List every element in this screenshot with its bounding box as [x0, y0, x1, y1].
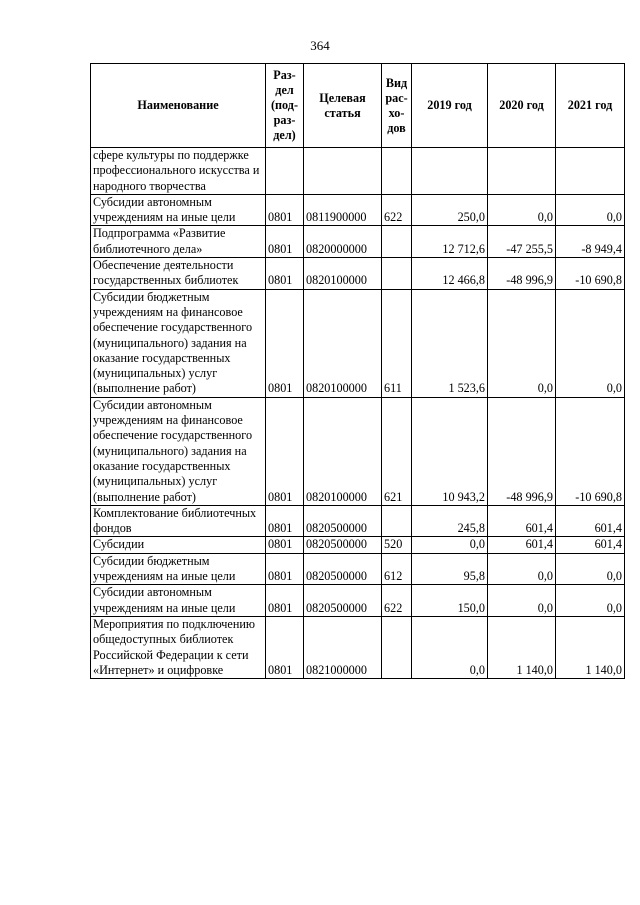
table-row	[91, 505, 625, 537]
cell-2019	[412, 148, 488, 195]
cell-2020	[488, 148, 556, 195]
header-section-label: Раз-дел (под-раз-дел)	[270, 68, 299, 142]
cell-2021: 601,4	[556, 537, 625, 553]
table-row	[91, 553, 625, 585]
cell-2019: 250,0	[412, 194, 488, 226]
cell-name: Обеспечение деятельности государственных библиотек	[91, 258, 266, 290]
cell-2021: -8 949,4	[556, 226, 625, 258]
cell-target: 0820000000	[304, 226, 382, 258]
cell-2019: 95,8	[412, 553, 488, 585]
cell-section	[266, 148, 304, 195]
cell-2019: 245,8	[412, 505, 488, 537]
cell-target: 0820500000	[304, 553, 382, 585]
header-target: Целевая статья	[304, 64, 382, 148]
table-row	[91, 397, 625, 505]
cell-name: Субсидии автономным учреждениям на финансовое обеспечение государственного (муниципального) задания на оказание государственных (муниципальных) услуг (выполнение работ)	[91, 397, 266, 505]
cell-section: 0801	[266, 289, 304, 397]
cell-section: 0801	[266, 397, 304, 505]
table-row	[91, 585, 625, 617]
cell-2019: 1 523,6	[412, 289, 488, 397]
cell-expense: 520	[382, 537, 412, 553]
header-section	[266, 64, 304, 148]
cell-2019: 12 466,8	[412, 258, 488, 290]
cell-target: 0820500000	[304, 505, 382, 537]
cell-name: Комплектование библиотечных фондов	[91, 505, 266, 537]
cell-section: 0801	[266, 505, 304, 537]
cell-target: 0821000000	[304, 616, 382, 678]
cell-target	[304, 148, 382, 195]
table-row	[91, 616, 625, 678]
cell-2020: 601,4	[488, 537, 556, 553]
cell-section: 0801	[266, 226, 304, 258]
cell-target: 0820100000	[304, 258, 382, 290]
cell-section: 0801	[266, 553, 304, 585]
cell-2020: 0,0	[488, 585, 556, 617]
table-row	[91, 226, 625, 258]
cell-section: 0801	[266, 616, 304, 678]
cell-section: 0801	[266, 537, 304, 553]
cell-2021: -10 690,8	[556, 397, 625, 505]
header-2021: 2021 год	[556, 64, 625, 148]
cell-expense: 621	[382, 397, 412, 505]
cell-2021: -10 690,8	[556, 258, 625, 290]
cell-section: 0801	[266, 585, 304, 617]
cell-2020: 1 140,0	[488, 616, 556, 678]
cell-2021: 0,0	[556, 289, 625, 397]
cell-2019: 0,0	[412, 616, 488, 678]
cell-target: 0820100000	[304, 289, 382, 397]
cell-2021	[556, 148, 625, 195]
cell-target: 0820500000	[304, 585, 382, 617]
table-row	[91, 194, 625, 226]
cell-2021: 0,0	[556, 553, 625, 585]
table-row	[91, 258, 625, 290]
table-row	[91, 289, 625, 397]
cell-expense: 622	[382, 194, 412, 226]
cell-expense: 612	[382, 553, 412, 585]
cell-2021: 0,0	[556, 194, 625, 226]
cell-name: Субсидии бюджетным учреждениям на финансовое обеспечение государственного (муниципального) задания на оказание государственных (муниципальных) услуг (выполнение работ)	[91, 289, 266, 397]
cell-name: Подпрограмма «Развитие библиотечного дела»	[91, 226, 266, 258]
cell-name: Мероприятия по подключению общедоступных библиотек Российской Федерации к сети «Интернет» и оцифровке	[91, 616, 266, 678]
cell-2019: 0,0	[412, 537, 488, 553]
cell-2020: 0,0	[488, 553, 556, 585]
cell-name: Субсидии автономным учреждениям на иные цели	[91, 194, 266, 226]
cell-2019: 150,0	[412, 585, 488, 617]
cell-name: Субсидии бюджетным учреждениям на иные цели	[91, 553, 266, 585]
cell-expense: 622	[382, 585, 412, 617]
table-row	[91, 148, 625, 195]
cell-2021: 1 140,0	[556, 616, 625, 678]
cell-name: Субсидии автономным учреждениям на иные цели	[91, 585, 266, 617]
cell-2020: -48 996,9	[488, 397, 556, 505]
cell-expense	[382, 258, 412, 290]
cell-2019: 12 712,6	[412, 226, 488, 258]
cell-expense: 611	[382, 289, 412, 397]
cell-section: 0801	[266, 258, 304, 290]
cell-target: 0820500000	[304, 537, 382, 553]
cell-2020: 0,0	[488, 194, 556, 226]
page-number: 364	[310, 38, 330, 53]
cell-name: Субсидии	[91, 537, 266, 553]
header-expense: Вид рас-хо-дов	[382, 64, 412, 148]
cell-expense	[382, 505, 412, 537]
cell-2021: 601,4	[556, 505, 625, 537]
cell-2021: 0,0	[556, 585, 625, 617]
header-name: Наименование	[91, 64, 266, 148]
cell-target: 0820100000	[304, 397, 382, 505]
cell-2020: 601,4	[488, 505, 556, 537]
cell-expense	[382, 148, 412, 195]
table-row	[91, 537, 625, 553]
header-2020: 2020 год	[488, 64, 556, 148]
cell-2020: 0,0	[488, 289, 556, 397]
budget-table	[90, 63, 625, 679]
cell-target: 0811900000	[304, 194, 382, 226]
cell-expense	[382, 226, 412, 258]
cell-name: сфере культуры по поддержке профессионального искусства и народного творчества	[91, 148, 266, 195]
header-2019: 2019 год	[412, 64, 488, 148]
header-row	[91, 64, 625, 148]
cell-2019: 10 943,2	[412, 397, 488, 505]
cell-expense	[382, 616, 412, 678]
cell-2020: -48 996,9	[488, 258, 556, 290]
cell-section: 0801	[266, 194, 304, 226]
cell-2020: -47 255,5	[488, 226, 556, 258]
